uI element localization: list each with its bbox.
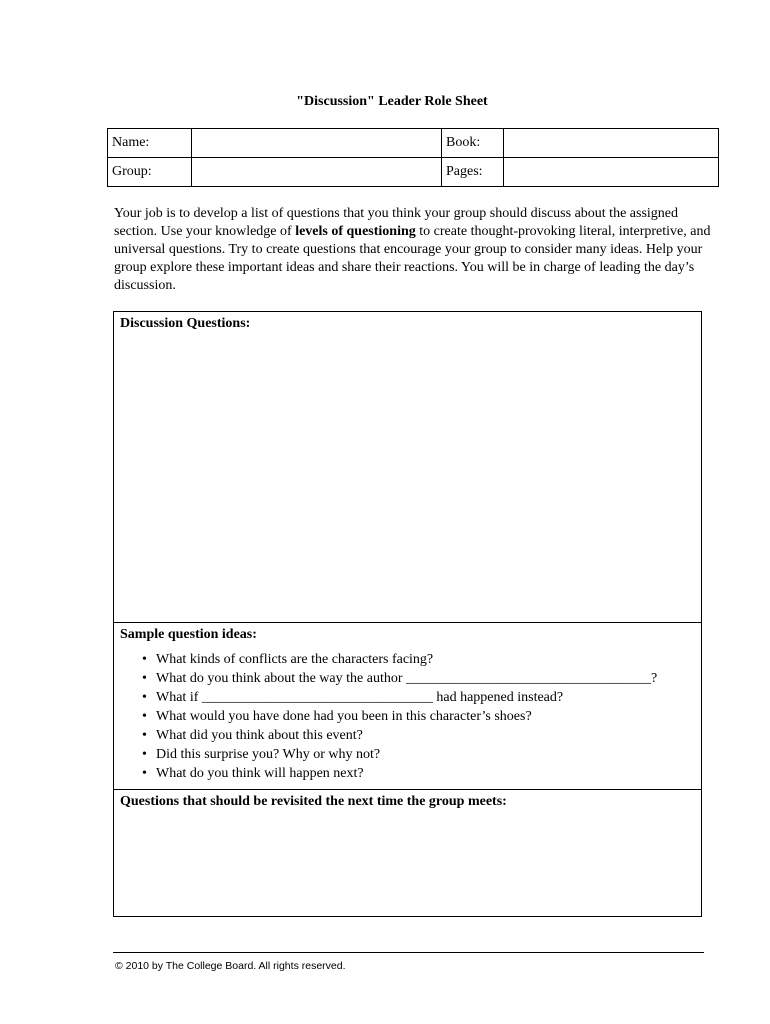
revisit-questions-heading: Questions that should be revisited the next time the group meets:: [120, 794, 507, 809]
discussion-questions-box[interactable]: [113, 311, 702, 623]
copyright-footer: © 2010 by The College Board. All rights reserved.: [115, 960, 346, 972]
bullet-icon: •: [142, 728, 147, 743]
list-item-text: Did this surprise you? Why or why not?: [156, 747, 381, 762]
instructions-paragraph: [114, 205, 714, 295]
sample-questions-heading: Sample question ideas:: [120, 627, 257, 642]
list-item-text: What kinds of conflicts are the characters facing?: [156, 652, 434, 667]
bullet-icon: •: [142, 766, 147, 781]
sample-questions-list: [142, 650, 657, 783]
list-item: [142, 745, 657, 764]
bullet-icon: •: [142, 747, 147, 762]
group-field[interactable]: [192, 158, 442, 187]
info-row-group-pages: [108, 158, 719, 187]
list-item: [142, 764, 657, 783]
pages-label: Pages:: [442, 158, 504, 187]
pages-field[interactable]: [504, 158, 719, 187]
instructions-text-part1: Your job is to develop a list of questions that you think your group should discuss about the assigned section. Use your knowledge of: [114, 206, 678, 239]
list-item: [142, 650, 657, 669]
student-info-table: [107, 128, 719, 187]
book-field[interactable]: [504, 129, 719, 158]
group-label: Group:: [108, 158, 192, 187]
list-item-text: What if _________________________________ had happened instead?: [156, 690, 564, 705]
book-label: Book:: [442, 129, 504, 158]
name-field[interactable]: [192, 129, 442, 158]
list-item: [142, 669, 657, 688]
discussion-questions-heading: Discussion Questions:: [120, 316, 251, 331]
page-title: "Discussion" Leader Role Sheet: [296, 94, 488, 109]
list-item-text: What would you have done had you been in this character’s shoes?: [156, 709, 532, 724]
list-item: [142, 688, 657, 707]
list-item-text: What do you think will happen next?: [156, 766, 364, 781]
bullet-icon: •: [142, 652, 147, 667]
bullet-icon: •: [142, 709, 147, 724]
name-label: Name:: [108, 129, 192, 158]
instructions-bold-term: levels of questioning: [295, 224, 416, 239]
list-item: [142, 726, 657, 745]
revisit-questions-box[interactable]: [113, 789, 702, 917]
list-item: [142, 707, 657, 726]
info-row-name-book: [108, 129, 719, 158]
instructions-text-part2: to create thought-provoking literal, interpretive, and universal questions. Try to create questions that encourage your group to consider many ideas. Help your group explore these important ideas and share their reactions. You will be in charge of leading the day’s discussion.: [114, 224, 711, 293]
sample-questions-box: [113, 622, 702, 790]
bullet-icon: •: [142, 690, 147, 705]
bullet-icon: •: [142, 671, 147, 686]
list-item-text: What do you think about the way the author ___________________________________?: [156, 671, 658, 686]
footer-divider: [113, 952, 704, 953]
list-item-text: What did you think about this event?: [156, 728, 363, 743]
